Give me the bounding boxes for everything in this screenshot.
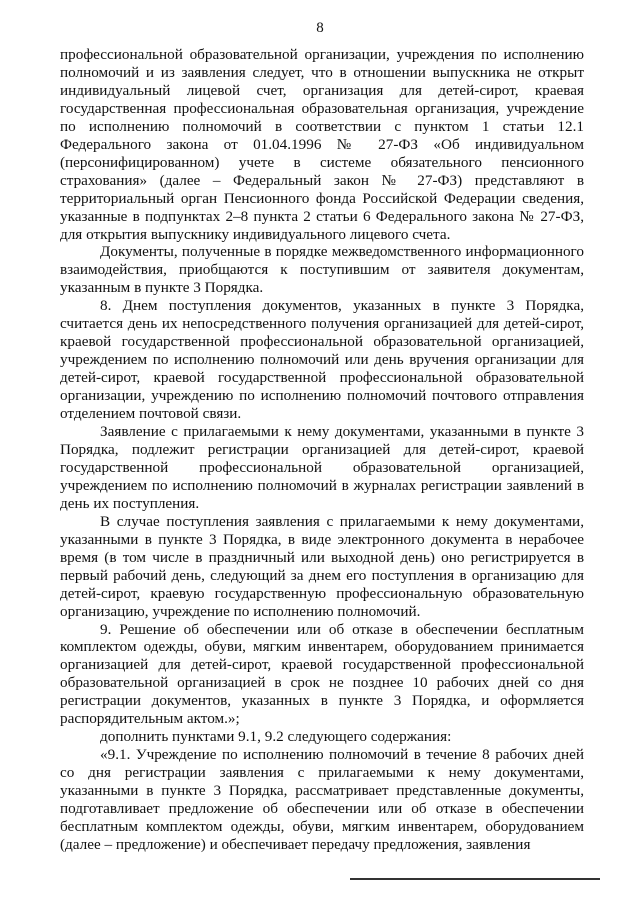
paragraph: Документы, полученные в порядке межведомственного информационного взаимодействия, приобщаются к поступившим от заявителя документам, указанным в пункте 3 Порядка.	[60, 243, 584, 297]
paragraph: В случае поступления заявления с прилагаемыми к нему документами, указанными в пункте 3 Порядка, в виде электронного документа в нерабочее время (в том числе в праздничный или выходной день) оно регистрируется в первый рабочий день, следующий за днем его поступления в организацию для детей-сирот, краевую государственную профессиональную образовательную организацию, учреждение по исполнению полномочий.	[60, 512, 584, 620]
document-body	[60, 46, 584, 854]
paragraph-item-8: 8. Днем поступления документов, указанных в пункте 3 Порядка, считается день их непосредственного получения организацией для детей-сирот, краевой государственной профессиональной образовательной организацией, учреждением по исполнению полномочий или день вручения организации для детей-сирот, краевой государственной профессиональной образовательной организации, учреждению по исполнению полномочий почтового отправления отделением почтовой связи.	[60, 297, 584, 423]
paragraph: дополнить пунктами 9.1, 9.2 следующего содержания:	[100, 728, 452, 746]
paragraph-item-9: 9. Решение об обеспечении или об отказе в обеспечении бесплатным комплектом одежды, обуви, мягким инвентарем, оборудованием принимается организацией для детей-сирот, краевой государственной профессиональной образовательной организацией в срок не позднее 10 рабочих дней со дня регистрации документов, указанных в пункте 3 Порядка, и оформляется распорядительным актом.»;	[60, 620, 584, 728]
paragraph: Заявление с прилагаемыми к нему документами, указанными в пункте 3 Порядка, подлежит регистрации организацией для детей-сирот, краевой государственной профессиональной образовательной организацией, учреждением по исполнению полномочий в журналах регистрации заявлений в день их поступления.	[60, 423, 584, 512]
paragraph-item-9-1: «9.1. Учреждение по исполнению полномочий в течение 8 рабочих дней со дня регистрации заявления с прилагаемыми к нему документами, указанными в пункте 3 Порядка, рассматривает представленные документы, подготавливает предложение об обеспечении или об отказе в обеспечении бесплатным комплектом одежды, обуви, мягким инвентарем, оборудованием (далее – предложение) и обеспечивает передачу предложения, заявления	[60, 746, 584, 853]
page-number: 8	[316, 20, 324, 36]
paragraph-continuation: профессиональной образовательной организации, учреждения по исполнению полномочий и из заявления следует, что в отношении выпускника не открыт индивидуальный лицевой счет, организация для детей-сирот, краевая государственная профессиональная образовательная организация, учреждение по исполнению полномочий в соответствии с пунктом 1 статьи 12.1 Федерального закона от 01.04.1996 № 27-ФЗ «Об индивидуальном (персонифицированном) учете в системе обязательного пенсионного страхования» (далее – Федеральный закон № 27-ФЗ) представляют в территориальный орган Пенсионного фонда Российской Федерации сведения, указанные в подпунктах 2–8 пункта 2 статьи 6 Федерального закона № 27-ФЗ, для открытия выпускнику индивидуального лицевого счета.	[60, 46, 584, 243]
footer-rule	[350, 878, 600, 880]
